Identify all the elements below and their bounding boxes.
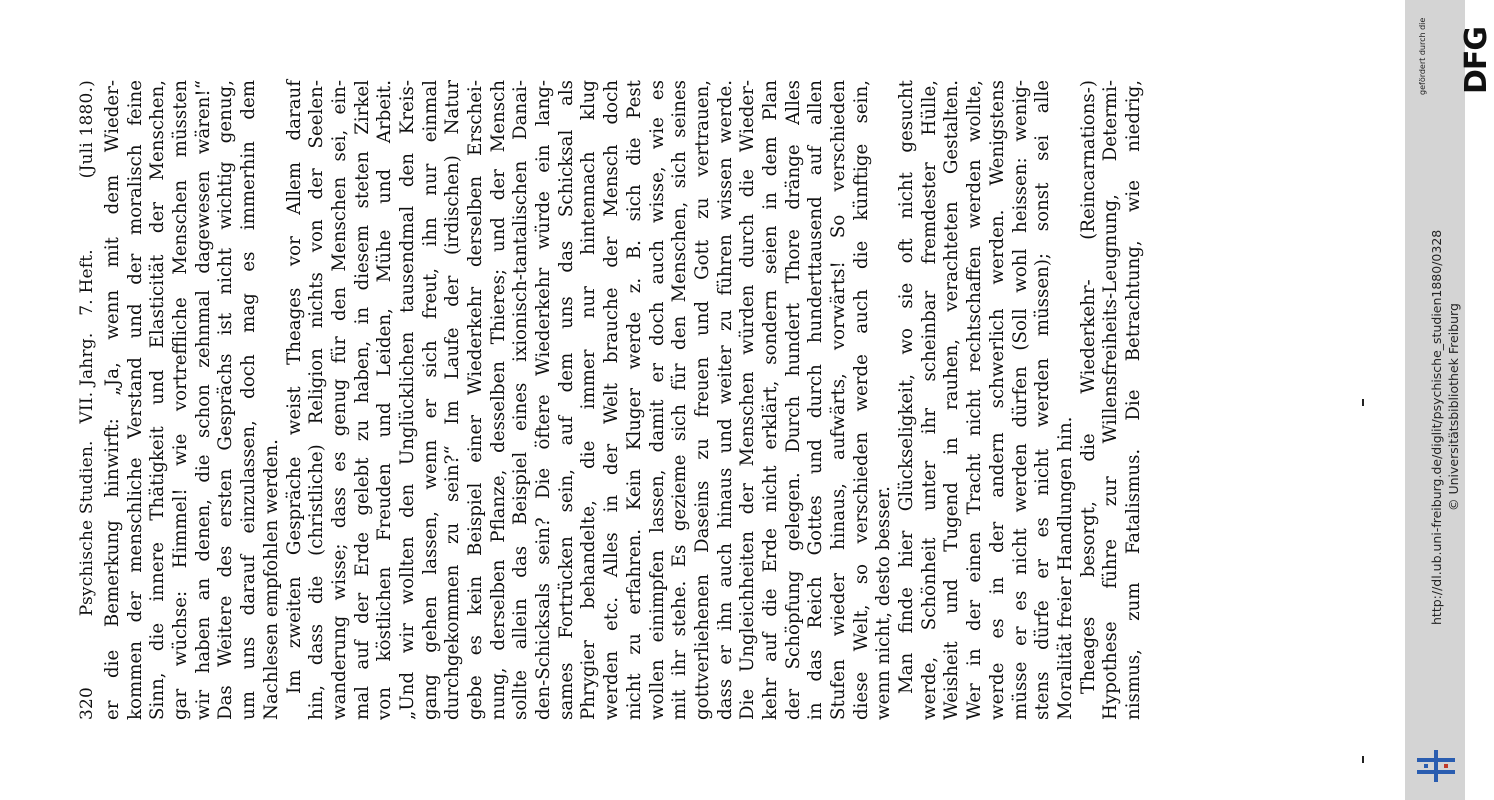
text-line: in das Reich Gottes und durch hunderttausend auf allen [805,80,827,720]
text-line: nismus, zum Fatalismus. Die Betrachtung, wie niedrig, [1122,80,1144,720]
text-line: nicht zu erfahren. Kein Kluger werde z. B. sich die Pest [623,80,645,720]
text-line: Die Ungleichheiten der Menschen würden durch die Wieder- [737,80,759,720]
text-line: kehr auf die Erde nicht erklärt, sondern seien in dem Plan [759,80,781,720]
text-line: Das Weitere des ersten Gesprächs ist nicht wichtig genug, [215,80,237,720]
text-line: er die Bemerkung hinwirft: „Ja, wenn mit dem Wieder- [102,80,123,720]
text-line: werde es in der andern schwerlich werden. Wenigstens [986,80,1008,720]
permalink-url[interactable]: http://dl.ub.uni-freiburg.de/diglit/psychische_studien1880/0328 [1429,229,1444,625]
text-line: Sinn, die innere Thätigkeit und Elasticität der Menschen, [147,80,169,720]
text-line: gang gehen lassen, wenn er sich freut, ihn nur einmal [419,80,441,720]
body-text [102,80,1146,720]
text-line: Man finde hier Glückseligkeit, wo sie oft nicht gesucht [896,80,918,694]
text-line: wanderung wisse; dass es genug für den Menschen sei, ein- [328,80,350,720]
running-title: Psychische Studien. VII. Jahrg. 7. Heft. [77,249,97,617]
text-line: werde, Schönheit unter ihr scheinbar fremdester Hülle, [918,80,940,720]
text-line: nung, derselben Pflanze, desselben Thieres; und der Mensch [487,80,509,720]
text-line: wenn nicht, desto besser. [873,486,895,720]
text-line: sames Fortrücken sein, auf dem uns das Schicksal als [555,80,577,720]
text-line: um uns darauf einzulassen, doch mag es immerhin dem [238,80,260,720]
text-line: wollen einimpfen lassen, damit er doch auch wisse, wie es [646,80,668,720]
text-line: der Schöpfung gelegen. Durch hundert Thore dränge Alles [782,80,804,720]
dfg-funding-badge[interactable] [1405,0,1494,110]
page-text-block [72,80,1232,720]
text-line: müsse er es nicht werden dürfen (Soll wohl heissen: wenig- [1009,80,1031,720]
text-line: werden etc. Alles in der Welt brauche der Mensch doch [601,80,623,720]
dfg-logo-icon: DFG [1459,26,1494,94]
text-line: Stufen wieder hinaus, aufwärts, vorwärts! So verschieden [828,80,849,720]
text-line: Phrygier behandelte, die immer nur hintennach klug [578,80,600,720]
text-line: sollte allein das Beispiel eines ixionisch-tantalischen Danai- [510,80,532,720]
text-line: wir haben an denen, die schon zehnmal dagewesen wären!“ [192,80,214,720]
text-line: gebe es kein Beispiel einer Wiederkehr derselben Erschei- [465,80,486,720]
scan-mark [1362,756,1364,763]
text-line: Im zweiten Gespräche weist Theages vor Allem darauf [283,80,305,694]
text-line: Theages besorgt, die Wiederkehr- (Reincarnations-) [1077,80,1099,694]
text-line: mit ihr stehe. Es gezieme sich für den Menschen, sich seines [669,80,691,720]
text-line: mal auf der Erde gelebt zu haben, in diesem steten Zirkel [351,80,373,720]
page-number: 320 [77,686,97,720]
text-line: durchgekommen zu sein?“ Im Laufe der (irdischen) Natur [442,80,464,720]
text-line: Moralität freier Handlungen hin. [1054,416,1076,720]
text-line: Nachlesen empfohlen werden. [260,439,282,720]
text-line: gottverliehenen Daseins zu freuen und Gott zu vertrauen, [691,80,713,720]
scan-mark [1362,399,1364,406]
text-line: diese Welt, so verschieden werde auch die künftige sein, [850,80,872,720]
text-line: gar wüchse: Himmel! wie vortreffliche Menschen müssten [170,80,192,720]
university-library-logo-icon[interactable] [1414,748,1458,784]
running-header [72,80,102,720]
text-line: hin, dass die (christliche) Religion nichts von der Seelen- [306,80,328,720]
viewer-sidebar [1405,0,1494,800]
copyright-notice: © Universitätsbibliothek Freiburg [1446,303,1461,511]
text-line: „Und wir wollten den Unglücklichen tausendmal den Kreis- [396,80,418,720]
text-line: dass er ihn auch hinaus und weiter zu führen wissen werde. [714,80,736,720]
text-line: kommen der menschliche Verstand und der moralisch feine [124,80,146,720]
text-line: Weisheit und Tugend in rauhen, verachteten Gestalten. [941,80,963,720]
issue-date: (Juli 1880.) [77,80,97,179]
text-line: den-Schicksals sein? Die öftere Wiederkehr würde ein lang- [533,80,555,720]
text-line: Wer in der einen Tracht nicht rechtschaffen werden wollte, [964,80,986,720]
funded-by-label: gefördert durch die [1418,17,1427,95]
text-line: Hypothese führe zur Willensfreiheits-Leugnung, Determi- [1100,80,1122,720]
text-line: von köstlichen Freuden und Leiden, Mühe und Arbeit. [374,80,396,720]
text-line: stens dürfe er es nicht werden müssen); sonst sei alle [1032,80,1054,720]
